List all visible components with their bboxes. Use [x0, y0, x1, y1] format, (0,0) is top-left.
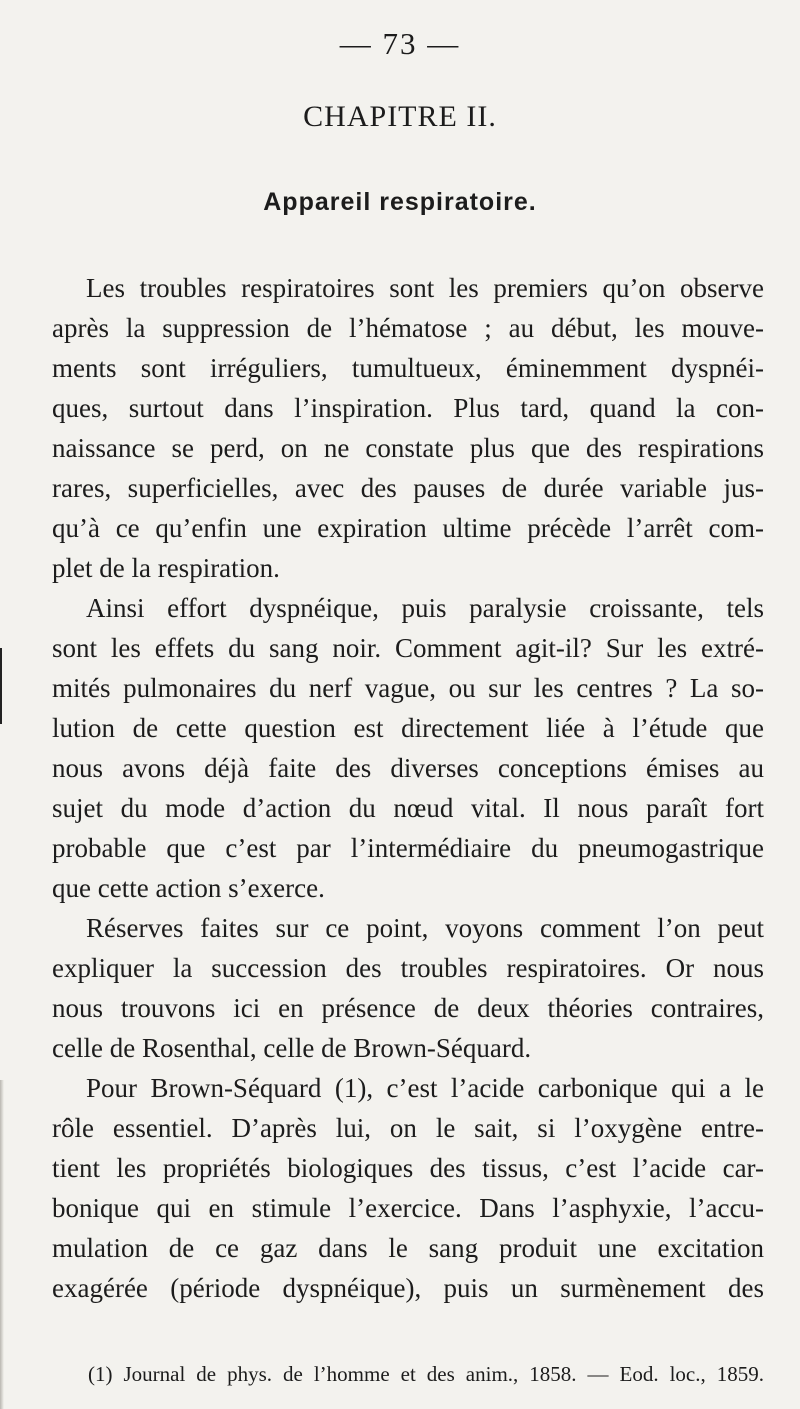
text-line: ments sont irréguliers, tumultueux, éminemment dyspnéi- [52, 353, 764, 383]
text-line: nous avons déjà faite des diverses conceptions émises au [52, 753, 764, 783]
page-edge-shadow [0, 1080, 4, 1409]
text-line: plet de la respiration. [52, 553, 280, 583]
text-line: Réserves faites sur ce point, voyons comment l’on peut [86, 913, 764, 943]
chapter-title: CHAPITRE II. [303, 100, 497, 133]
margin-rule [0, 648, 2, 724]
text-line: Les troubles respiratoires sont les premiers qu’on observe [86, 273, 764, 303]
body-text [52, 268, 764, 1308]
text-line: bonique qui en stimule l’exercice. Dans l’asphyxie, l’accu- [52, 1193, 764, 1223]
text-line: probable que c’est par l’intermédiaire du pneumogastrique [52, 833, 764, 863]
text-line: mités pulmonaires du nerf vague, ou sur les centres ? La so- [52, 673, 764, 703]
text-line: qu’à ce qu’enfin une expiration ultime précède l’arrêt com- [52, 513, 764, 543]
text-line: rôle essentiel. D’après lui, on le sait, si l’oxygène entre- [52, 1113, 764, 1143]
text-line: ques, surtout dans l’inspiration. Plus tard, quand la con- [52, 393, 764, 423]
text-line: mulation de ce gaz dans le sang produit une excitation [52, 1233, 764, 1263]
text-line: Ainsi effort dyspnéique, puis paralysie croissante, tels [86, 593, 764, 623]
text-line: que cette action s’exerce. [52, 873, 325, 903]
text-line: celle de Rosenthal, celle de Brown-Séquard. [52, 1033, 532, 1063]
text-line: expliquer la succession des troubles respiratoires. Or nous [52, 953, 764, 983]
text-line: nous trouvons ici en présence de deux théories contraires, [52, 993, 764, 1023]
text-line: sujet du mode d’action du nœud vital. Il nous paraît fort [52, 793, 764, 823]
footnote: (1) Journal de phys. de l’homme et des anim., 1858. — Eod. loc., 1859. [88, 1362, 764, 1386]
text-line: Pour Brown-Séquard (1), c’est l’acide carbonique qui a le [86, 1073, 764, 1103]
page-number: — 73 — [339, 26, 461, 61]
text-line: naissance se perd, on ne constate plus que des respirations [52, 433, 764, 463]
text-line: tient les propriétés biologiques des tissus, c’est l’acide car- [52, 1153, 764, 1183]
text-line: exagérée (période dyspnéique), puis un surmènement des [52, 1273, 764, 1303]
text-line: après la suppression de l’hématose ; au début, les mouve- [52, 313, 764, 343]
text-line: sont les effets du sang noir. Comment agit-il? Sur les extré- [52, 633, 764, 663]
text-line: lution de cette question est directement liée à l’étude que [52, 713, 764, 743]
section-title: Appareil respiratoire. [263, 188, 537, 216]
text-line: rares, superficielles, avec des pauses de durée variable jus- [52, 473, 764, 503]
